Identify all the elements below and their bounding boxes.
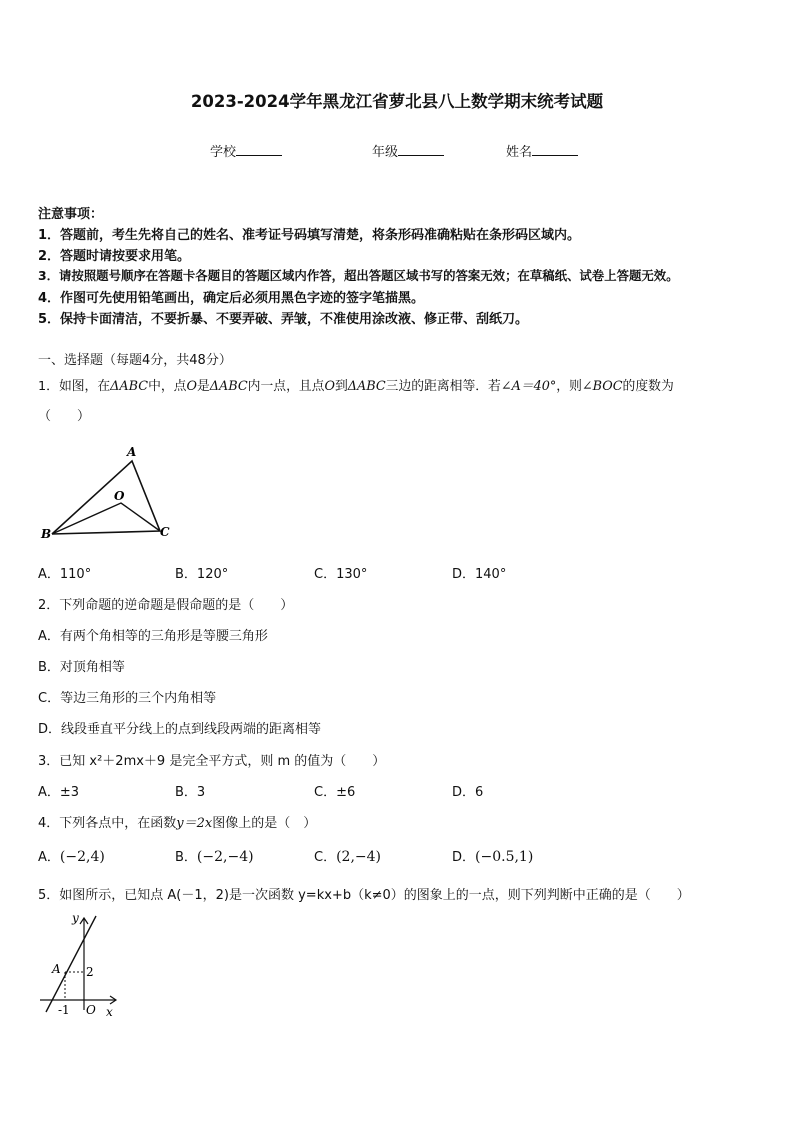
option-point: (2,−4) [336, 849, 381, 865]
grade-label: 年级 [372, 145, 399, 160]
school-blank[interactable] [236, 143, 282, 156]
q1-answer-paren: （ ） [38, 409, 91, 424]
name-field[interactable] [506, 141, 578, 160]
q1-math: ∠BOC [581, 379, 623, 394]
q1-math: ΔABC [347, 379, 386, 394]
q5-stem: 5．如图所示，已知点 A(－1，2)是一次函数 y=kx+b（k≠0）的图象上的一点，则下列判断中正确的是（ ） [38, 888, 690, 903]
q2-option-b[interactable]: B．对顶角相等 [38, 660, 125, 675]
q1-text: ，则 [556, 379, 582, 394]
q2-option-c[interactable]: C．等边三角形的三个内角相等 [38, 691, 217, 706]
note-item-3: 3．请按照题号顺序在答题卡各题目的答题区域内作答，超出答题区域书写的答案无效；在草稿纸、试卷上答题无效。 [38, 268, 679, 283]
school-field[interactable] [210, 141, 282, 160]
q4-option-a[interactable] [38, 846, 105, 865]
q1-option-a[interactable]: A．110° [38, 567, 92, 582]
q1-text: 1．如图，在 [38, 379, 111, 394]
q3-option-a[interactable]: A．±3 [38, 785, 80, 800]
option-letter: A． [38, 850, 60, 865]
label-c: C [160, 525, 170, 539]
q1-text: 的度数为 [622, 379, 674, 394]
q4-text: 4．下列各点中，在函数 [38, 816, 177, 831]
section-heading: 一、选择题（每题4分，共48分） [38, 353, 232, 368]
q4-option-c[interactable] [314, 846, 381, 865]
q3-option-c[interactable]: C．±6 [314, 785, 356, 800]
linear-function-figure [36, 910, 126, 1020]
q4-stem [38, 812, 316, 831]
name-label: 姓名 [506, 145, 533, 160]
grade-blank[interactable] [398, 143, 444, 156]
grade-field[interactable] [372, 141, 444, 160]
q4-option-b[interactable] [175, 846, 254, 865]
q1-option-c[interactable]: C．130° [314, 567, 368, 582]
page-title: 2023-2024学年黑龙江省萝北县八上数学期末统考试题 [190, 92, 604, 111]
label-neg1: -1 [58, 1003, 70, 1017]
label-a: A [127, 445, 137, 459]
q2-option-d[interactable]: D．线段垂直平分线上的点到线段两端的距离相等 [38, 722, 322, 737]
note-item-5: 5．保持卡面清洁，不要折暴、不要弄破、弄皱，不准使用涂改液、修正带、刮纸刀。 [38, 312, 529, 327]
q1-math: O [324, 379, 335, 394]
q3-stem: 3．已知 x²＋2mx＋9 是完全平方式，则 m 的值为（ ） [38, 754, 386, 769]
q4-option-d[interactable] [452, 846, 533, 865]
note-item-1: 1．答题前，考生先将自己的姓名、准考证号码填写清楚，将条形码准确粘贴在条形码区域内。 [38, 228, 581, 243]
option-point: (−2,4) [59, 849, 105, 865]
q4-function: y＝2x [176, 816, 213, 831]
option-letter: D． [452, 850, 476, 865]
q1-option-b[interactable]: B．120° [175, 567, 229, 582]
triangle-abc [52, 461, 160, 534]
q1-text: 内一点，且点 [247, 379, 325, 394]
q1-option-d[interactable]: D．140° [452, 567, 507, 582]
q3-option-b[interactable]: B．3 [175, 785, 206, 800]
notes-heading: 注意事项： [38, 207, 104, 222]
option-point: (−2,−4) [196, 849, 254, 865]
q4-text: 图像上的是（ ） [212, 816, 317, 831]
name-blank[interactable] [532, 143, 578, 156]
note-item-4: 4．作图可先使用铅笔画出，确定后必须用黑色字迹的签字笔描黑。 [38, 291, 425, 306]
label-b: B [41, 527, 52, 541]
label-o: O [86, 1003, 96, 1017]
q1-math: ∠A＝40° [500, 379, 557, 394]
q1-text: 是 [196, 379, 210, 394]
q1-math: ΔABC [209, 379, 248, 394]
option-point: (−0.5,1) [475, 849, 534, 865]
q1-text: 到 [334, 379, 348, 394]
option-letter: C． [314, 850, 337, 865]
q2-stem: 2．下列命题的逆命题是假命题的是（ ） [38, 598, 294, 613]
label-2: 2 [86, 965, 94, 979]
q1-stem [38, 375, 674, 394]
q2-option-a[interactable]: A．有两个角相等的三角形是等腰三角形 [38, 629, 268, 644]
note-item-2: 2．答题时请按要求用笔。 [38, 249, 191, 264]
label-x: x [106, 1005, 113, 1019]
q3-option-d[interactable]: D．6 [452, 785, 484, 800]
triangle-figure [38, 440, 178, 545]
label-a: A [52, 962, 61, 976]
school-label: 学校 [210, 145, 237, 160]
label-y: y [72, 911, 79, 925]
q1-math: O [186, 379, 197, 394]
q1-text: 三边的距离相等．若 [385, 379, 501, 394]
label-o: O [114, 489, 125, 503]
q1-math: ΔABC [110, 379, 149, 394]
option-letter: B． [175, 850, 197, 865]
q1-text: 中，点 [148, 379, 187, 394]
